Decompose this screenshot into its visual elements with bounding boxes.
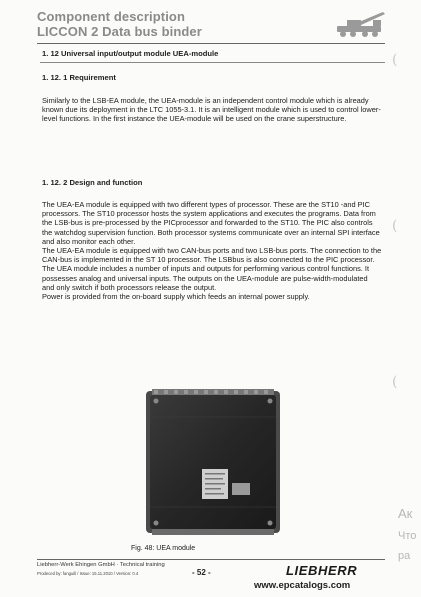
header-divider [37, 43, 385, 44]
footer-meta: Prodeced by: fanguill / Issue: 15.11.2010 / Version: 0.4 [37, 571, 139, 576]
liebherr-logo: LIEBHERR [286, 563, 358, 578]
side-fragment: Ак [398, 506, 413, 521]
crane-logo-icon [333, 10, 387, 38]
binder-mark: ( [392, 374, 398, 390]
binder-mark: ( [392, 52, 398, 68]
header-title: Component description [37, 9, 185, 24]
figure-caption: Fig. 48: UEA module [131, 545, 196, 552]
requirement-text: Similarly to the LSB-EA module, the UEA-module is an independent control module which is already known due its deployment in the LTC 1055-3.1. It is an intelligent module which is used to control lower-level functions. In the first instance the UEA-module will be used on the crane superstructure. [42, 96, 381, 124]
design-paragraph: The UEA-EA module is equipped with two CAN-bus ports and two LSB-bus ports. The connection to the CAN-bus is implemented in the ST 10 processor. The LSBbus is also connected to the PIC processor. [42, 246, 382, 265]
page-number: - 52 - [192, 568, 211, 577]
section-heading: 1. 12 Universal input/output module UEA-module [42, 49, 219, 58]
side-fragment: Что [398, 530, 417, 542]
design-paragraph: Power is provided from the on-board supply which feeds an internal power supply. [42, 292, 310, 302]
binder-mark: ( [392, 218, 398, 234]
design-paragraph: The UEA-EA module is equipped with two different types of processor. These are the ST10 -and PIC processors. The ST10 processor hosts the system applications and executes the programs. Data from the LSB-bus is pre-processed by the PICprocessor and forwarded to the ST10. The PIC also controls the watchdog supervision function. Both processor systems communicate over an internal SPI interface and also monitor each other. [42, 200, 380, 246]
footer-company: Liebherr-Werk Ehingen GmbH · Technical training [37, 562, 165, 568]
design-heading: 1. 12. 2 Design and function [42, 178, 143, 187]
side-fragment: ра [398, 550, 411, 562]
watermark-url[interactable]: www.epcatalogs.com [254, 580, 351, 591]
header-subtitle: LICCON 2 Data bus binder [37, 24, 202, 39]
design-text [42, 200, 382, 301]
design-paragraph: The UEA module includes a number of inputs and outputs for performing various control functions. It possesses analog and universal inputs. The outputs on the UEA-module are pulse-width-modulated and only switch if both processors release the output. [42, 264, 370, 292]
uea-module-image [144, 387, 282, 537]
requirement-heading: 1. 12. 1 Requirement [42, 73, 116, 82]
section-divider [40, 62, 385, 63]
footer-divider [37, 559, 385, 560]
